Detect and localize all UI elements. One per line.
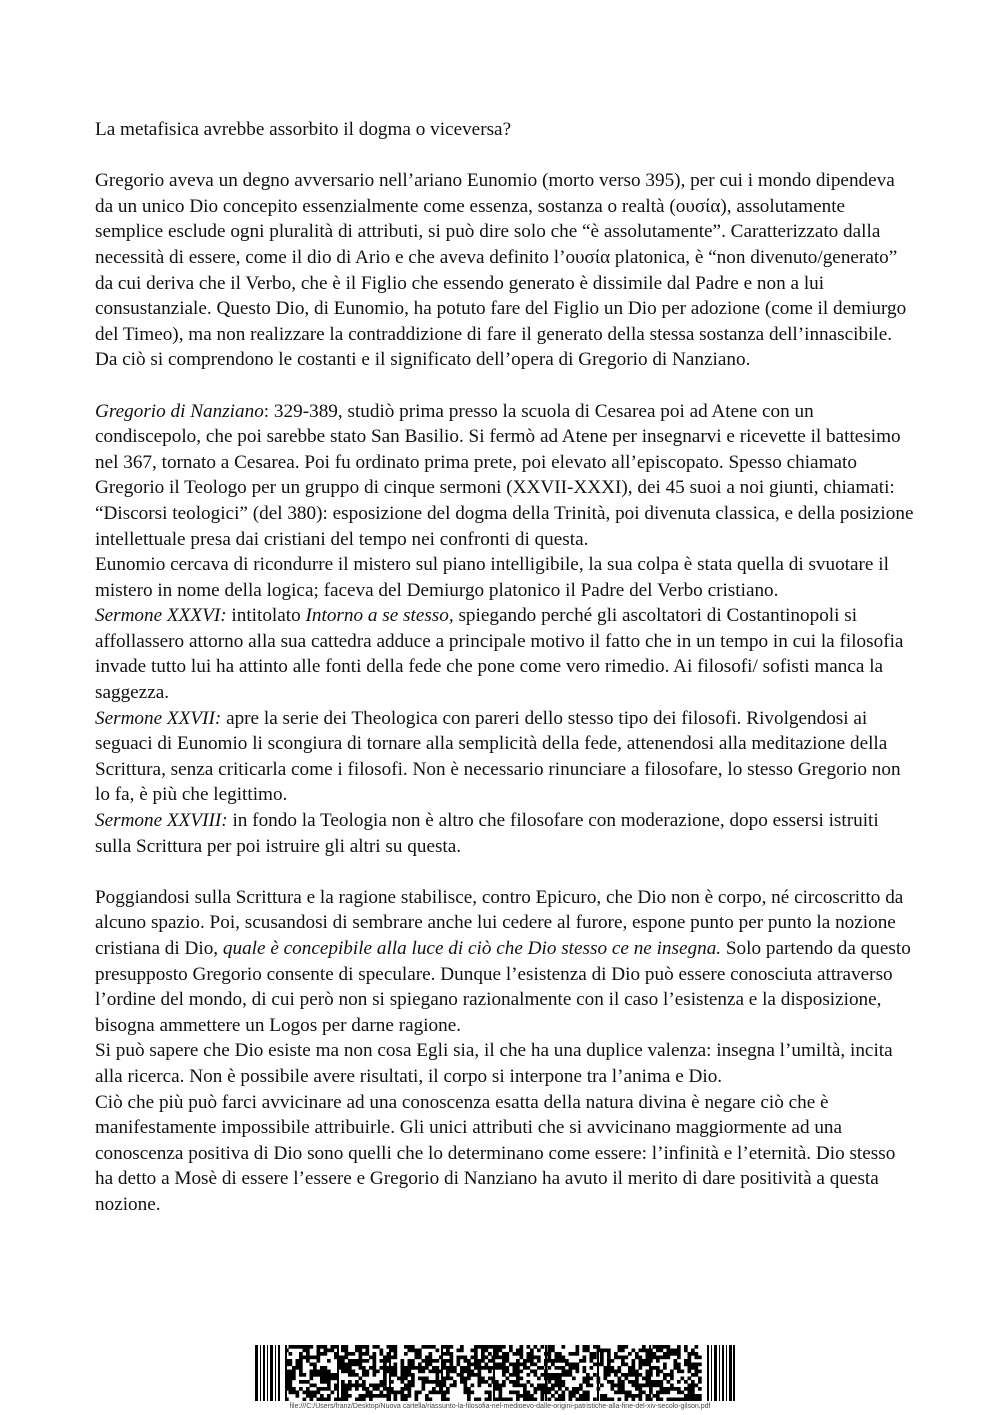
poggiandosi-text-b: Solo partendo da questo presupposto Gregorio consente di speculare. Dunque l’esistenza di Dio può essere conosciuta attraverso l’ordine del mondo, di cui però non si spiegano razionalmente con il caso l’esistenza e la disposizione, bisogna ammettere un Logos per darne ragione. (95, 938, 911, 1036)
sermone-xxviii-heading: Sermone XXVIII: (95, 810, 228, 832)
document-body (95, 117, 915, 1218)
gregorio-heading: Gregorio di Nanziano (95, 400, 264, 422)
paragraph-eunomio-mistero: Eunomio cercava di ricondurre il mistero sul piano intelligibile, la sua colpa è stata quella di svuotare il mistero in nome della logica; faceva del Demiurgo platonico il Padre del Verbo cristiano. (95, 554, 889, 601)
paragraph-poggiandosi (95, 885, 915, 1039)
footer-file-path: file:///C:/Users/franz/Desktop/Nuova cartella/riassunto-la-filosofia-nel-medioevo-dalle-origini-patristiche-alla-fine-del-xiv-secolo-gilson.pdf (289, 1403, 711, 1410)
paragraph-intro-question: La metafisica avrebbe assorbito il dogma o viceversa? (95, 119, 512, 140)
sermone-xxviii-text: in fondo la Teologia non è altro che filosofare con moderazione, dopo essersi istruiti sulla Scrittura per poi istruire gli altri su questa. (95, 810, 879, 857)
barcode-image (255, 1345, 735, 1401)
poggiandosi-text-a: Poggiandosi sulla Scrittura e la ragione stabilisce, contro Epicuro, che Dio non è corpo, né circoscritto da alcuno spazio. Poi, scusandosi di sembrare anche lui cedere al furore, espone punto per punto la nozione cristiana di Dio, (95, 886, 904, 959)
paragraph-dio-esiste: Si può sapere che Dio esiste ma non cosa Egli sia, il che ha una duplice valenza: insegna l’umiltà, incita alla ricerca. Non è possibile avere risultati, il corpo si interpone tra l’anima e Dio. (95, 1040, 893, 1087)
sermone-xxxvi-title: Intorno a se stesso, (305, 605, 454, 627)
sermone-xxxvi-text: spiegando perché gli ascoltatori di Costantinopoli si affollassero attorno alla sua cattedra adduce a principale motivo il fatto che in un tempo in cui la filosofia invade tutto lui ha attinto alle fonti della fede che pone come vero rimedio. Ai filosofi/ sofisti manca la saggezza. (95, 605, 904, 704)
sermone-xxxvi-heading: Sermone XXXVI: (95, 605, 227, 627)
paragraph-discorsi-teologici: “Discorsi teologici” (del 380): esposizione del dogma della Trinità, poi divenuta classica, e della posizione intellettuale presa dai cristiani del tempo nei confronti di questa. (95, 502, 914, 550)
paragraph-sermone-xxviii (95, 808, 915, 859)
gregorio-bio-text: : 329-389, studiò prima presso la scuola di Cesarea poi ad Atene con un condiscepolo, che poi sarebbe stato San Basilio. Si fermò ad Atene per insegnarvi e ricevette il battesimo nel 367, tornato a Cesarea. Poi fu ordinato prima prete, poi elevato all’episcopato. Spesso chiamato Gregorio il Teologo per un gruppo di cinque sermoni (XXVII-XXXI), dei 45 suoi a noi giunti, chiamati: (95, 400, 901, 499)
paragraph-sermone-xxvii (95, 706, 915, 808)
paragraph-gregorio-bio (95, 399, 915, 501)
paragraph-attributi: Ciò che più può farci avvicinare ad una conoscenza esatta della natura divina è negare ciò che è manifestamente impossibile attribuirle. Gli unici attributi che si avvicinano maggiormente ad una conoscenza positiva di Dio sono quelli che lo determinano come essere: l’infinità e l’eternità. Dio stesso ha detto a Mosè di essere l’essere e Gregorio di Nanziano ha avuto il merito di dare positività a questa nozione. (95, 1091, 896, 1215)
paragraph-sermone-xxxvi (95, 603, 915, 705)
sermone-xxxvi-mid: intitolato (226, 605, 306, 627)
poggiandosi-italic: quale è concepibile alla luce di ciò che Dio stesso ce ne insegna. (222, 938, 722, 959)
sermone-xxvii-heading: Sermone XXVII: (95, 707, 222, 729)
sermone-xxvii-text: apre la serie dei Theologica con pareri dello stesso tipo dei filosofi. Rivolgendosi ai seguaci di Eunomio li scongiura di tornare alla semplicità della fede, attenendosi alla meditazione della Scrittura, senza criticarla come i filosofi. Non è necessario rinunciare a filosofare, lo stesso Gregorio non lo fa, è più che legittimo. (95, 707, 901, 806)
paragraph-eunomio: Gregorio aveva un degno avversario nell’ariano Eunomio (morto verso 395), per cui i mondo dipendeva da un unico Dio concepito essenzialmente come essenza, sostanza o realtà (ουσία), assolutamente semplice esclude ogni pluralità di attributi, si può dire solo che “è assolutamente”. Caratterizzato dalla necessità di essere, come il dio di Ario e che aveva definito l’ουσία platonica, è “non divenuto/generato” da cui deriva che il Verbo, che è il Figlio che essendo generato è dissimile dal Padre e non a lui consustanziale. Questo Dio, di Eunomio, ha potuto fare del Figlio un Dio per adozione (come il demiurgo del Timeo), ma non realizzare la contraddizione di fare il generato della stessa sostanza dell’innascibile. Da ciò si comprendono le costanti e il significato dell’opera di Gregorio di Nanziano. (95, 170, 907, 371)
